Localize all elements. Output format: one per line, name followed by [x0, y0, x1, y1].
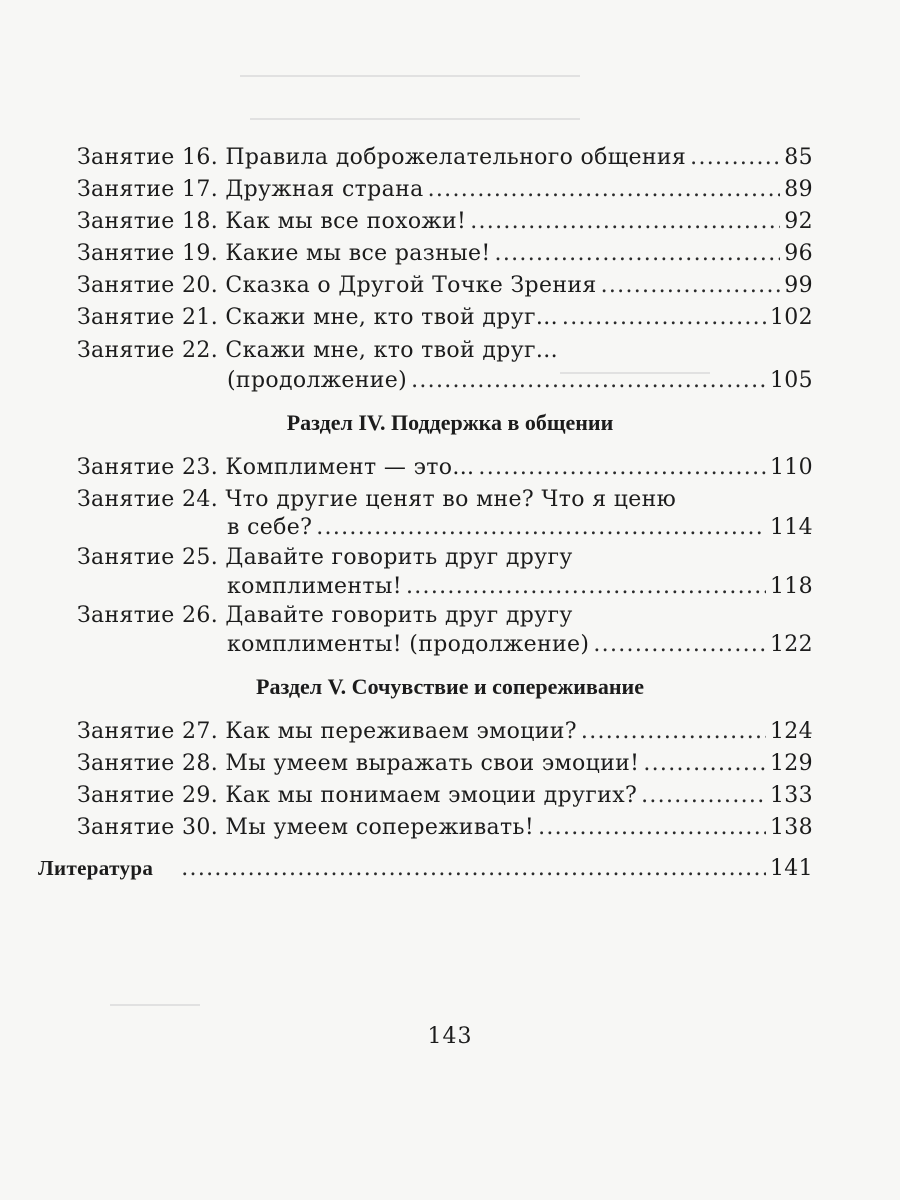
dot-leader — [411, 366, 766, 396]
toc-entry-page: 105 — [769, 368, 813, 393]
toc-entry-title: Занятие 27. Как мы переживаем эмоции? — [77, 719, 577, 744]
toc-entry-title[interactable]: Занятие 24. Что другие ценят во мне? Что я ценю — [77, 487, 677, 512]
toc-entry-continuation: в себе? — [227, 515, 313, 540]
toc-entry-page: 122 — [769, 632, 813, 657]
dot-leader — [581, 717, 766, 747]
toc-entry-page: 118 — [769, 574, 813, 599]
dot-leader — [470, 207, 780, 237]
toc-entry-continuation: (продолжение) — [227, 368, 408, 393]
show-through-mark — [240, 75, 580, 77]
toc-entry-title[interactable]: Занятие 25. Давайте говорить друг другу — [77, 545, 573, 570]
toc-entry-page: 141 — [769, 856, 813, 881]
toc-entry-title: Занятие 30. Мы умеем сопереживать! — [77, 815, 535, 840]
toc-entry[interactable] — [227, 572, 813, 602]
dot-leader — [643, 749, 766, 779]
toc-entry-title[interactable]: Занятие 26. Давайте говорить друг другу — [77, 603, 573, 628]
toc-entry-title: Занятие 17. Дружная страна — [77, 177, 424, 202]
show-through-mark — [110, 1004, 200, 1006]
section-heading: Раздел IV. Поддержка в общении — [286, 410, 614, 435]
dot-leader — [641, 781, 766, 811]
show-through-mark — [250, 118, 580, 120]
toc-entry-title[interactable]: Занятие 22. Скажи мне, кто твой друг... — [77, 338, 558, 363]
dot-leader — [495, 239, 781, 269]
toc-entry[interactable] — [77, 239, 813, 269]
dot-leader — [478, 453, 766, 483]
toc-entry[interactable] — [77, 813, 813, 843]
toc-entry-page: 89 — [784, 177, 813, 202]
toc-entry[interactable] — [227, 513, 813, 543]
toc-entry[interactable] — [77, 303, 813, 333]
page-number: 143 — [427, 1024, 473, 1049]
toc-entry-page: 92 — [784, 209, 813, 234]
dot-leader — [428, 175, 781, 205]
toc-entry-title: Занятие 19. Какие мы все разные! — [77, 241, 491, 266]
dot-leader — [316, 513, 766, 543]
toc-entry-title: Занятие 18. Как мы все похожи! — [77, 209, 467, 234]
toc-entry-title: Занятие 28. Мы умеем выражать свои эмоции! — [77, 751, 640, 776]
toc-entry[interactable] — [77, 143, 813, 173]
toc-entry-literature[interactable] — [38, 853, 813, 884]
toc-entry[interactable] — [77, 175, 813, 205]
dot-leader — [601, 271, 781, 301]
toc-entry-continuation: комплименты! (продолжение) — [227, 632, 590, 657]
toc-entry[interactable] — [227, 630, 813, 660]
toc-entry-page: 133 — [769, 783, 813, 808]
toc-entry-title: Занятие 16. Правила доброжелательного общения — [77, 145, 687, 170]
toc-entry[interactable] — [77, 749, 813, 779]
toc-entry-page: 85 — [784, 145, 813, 170]
toc-entry-title: Занятие 29. Как мы понимаем эмоции других? — [77, 783, 638, 808]
dot-leader — [538, 813, 766, 843]
toc-entry-title: Занятие 23. Комплимент — это... — [77, 455, 475, 480]
toc-entry-page: 124 — [769, 719, 813, 744]
toc-entry[interactable] — [77, 453, 813, 483]
section-heading: Раздел V. Сочувствие и сопереживание — [256, 674, 644, 699]
toc-entry[interactable] — [77, 781, 813, 811]
toc-entry-title: Занятие 21. Скажи мне, кто твой друг... — [77, 305, 558, 330]
toc-entry-page: 114 — [769, 515, 813, 540]
toc-entry-continuation: комплименты! — [227, 574, 402, 599]
toc-entry-title: Занятие 20. Сказка о Другой Точке Зрения — [77, 273, 597, 298]
dot-leader — [562, 303, 766, 333]
toc-entry-page: 99 — [784, 273, 813, 298]
toc-entry[interactable] — [77, 717, 813, 747]
toc-entry[interactable] — [77, 207, 813, 237]
toc-entry-page: 110 — [769, 455, 813, 480]
dot-leader — [593, 630, 766, 660]
dot-leader — [181, 854, 766, 884]
toc-entry-page: 138 — [769, 815, 813, 840]
dot-leader — [406, 572, 766, 602]
toc-entry[interactable] — [227, 366, 813, 396]
toc-entry-title: Литература — [38, 856, 154, 880]
toc-entry[interactable] — [77, 271, 813, 301]
toc-entry-page: 129 — [769, 751, 813, 776]
dot-leader — [690, 143, 780, 173]
toc-entry-page: 96 — [784, 241, 813, 266]
toc-entry-page: 102 — [769, 305, 813, 330]
